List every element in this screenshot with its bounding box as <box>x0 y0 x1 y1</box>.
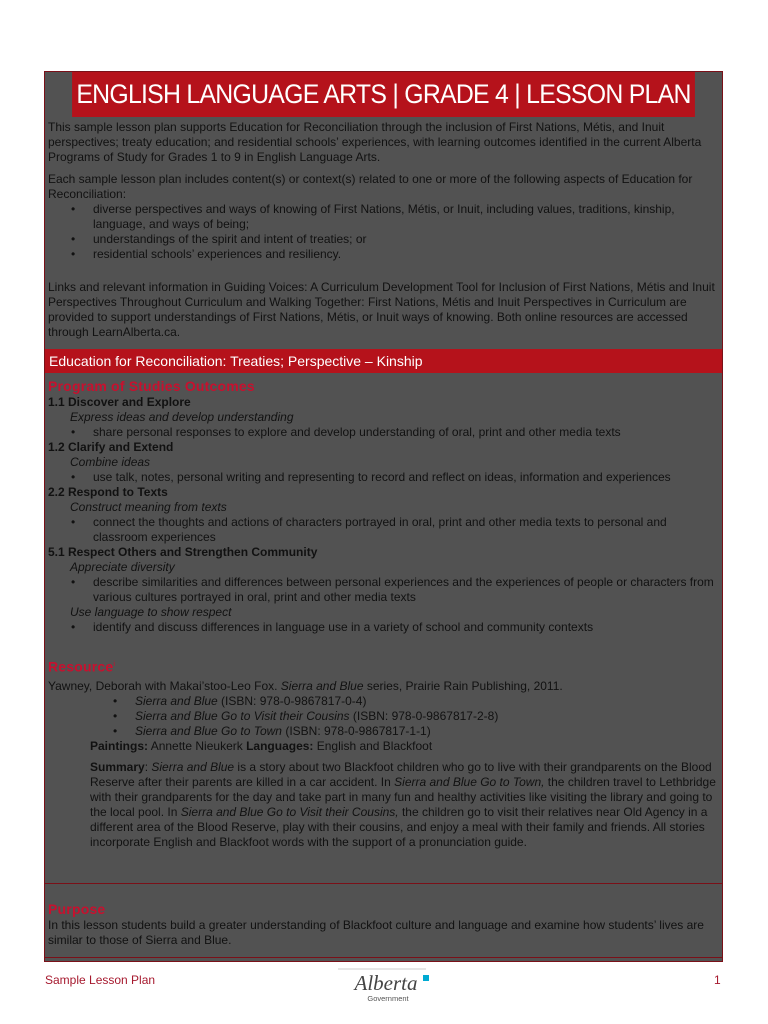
intro-paragraph-3: Links and relevant information in Guiding Voices: A Curriculum Development Tool for Inclusion of First Nations, Métis and Inuit Perspectives Throughout Curriculum and Walking Together: First Nations, Métis and Inuit Perspectives in Curriculum are provided to support understandings of First Nations, Métis, or Inuit ways of knowing. Both online resources are accessed through LearnAlberta.ca. <box>48 280 715 339</box>
list-item: • use talk, notes, personal writing and representing to record and reflect on ideas, information and experiences <box>93 470 716 485</box>
citation-publisher: series, Prairie Rain Publishing, 2011. <box>363 678 563 693</box>
outcome-bullets <box>93 620 716 635</box>
section-divider <box>45 957 722 958</box>
outcome-title: 1.2 Clarify and Extend <box>48 440 174 454</box>
outcome-subtitle: Express ideas and develop understanding <box>70 410 294 424</box>
languages-label: Languages: <box>246 738 314 753</box>
page-footer <box>0 964 768 1024</box>
section-title-bar: Education for Reconciliation: Treaties; Perspective – Kinship <box>45 349 722 373</box>
intro-section <box>48 120 716 347</box>
purpose-section <box>48 900 716 948</box>
citation-author: Yawney, Deborah with Makai’stoo-Leo Fox. <box>48 678 281 693</box>
outcomes-section <box>48 377 716 635</box>
summary-text: the children travel to Lethbridge with their grandparents for the day and take part in many fun and healthy activities like visiting the library and going to the local pool. In <box>90 774 716 819</box>
list-item: • connect the thoughts and actions of characters portrayed in oral, print and other media texts to personal and classroom experiences <box>93 515 716 545</box>
outcome-title: 1.1 Discover and Explore <box>48 395 191 409</box>
resource-footnote-mark: i <box>113 661 116 668</box>
book-title: Sierra and Blue Go to Town <box>135 723 282 738</box>
book-isbn: (ISBN: 978-0-9867817-1-1) <box>281 723 431 738</box>
purpose-heading: Purpose <box>48 901 106 917</box>
list-item: • describe similarities and differences between personal experiences and the experiences of people or characters from various cultures portrayed in oral, print and other media texts <box>93 575 716 605</box>
outcome-subtitle: Use language to show respect <box>70 605 232 619</box>
outcome-bullets <box>93 575 716 605</box>
logo-wordmark: Alberta <box>354 971 418 995</box>
outcome-bullets <box>93 425 716 440</box>
outcomes-heading: Program of Studies Outcomes <box>48 378 255 394</box>
summary-book-title: Sierra and Blue Go to Town, <box>394 774 545 789</box>
outcome-bullets <box>93 470 716 485</box>
outcome-bullets <box>93 515 716 545</box>
paintings-value: Annette Nieukerk <box>148 738 247 753</box>
list-item: • identify and discuss differences in language use in a variety of school and community contexts <box>93 620 716 635</box>
list-item: • diverse perspectives and ways of knowing of First Nations, Métis, or Inuit, including values, traditions, kinship, language, and ways of being; <box>93 202 716 232</box>
book-isbn: (ISBN: 978-0-9867817-0-4) <box>217 693 367 708</box>
paintings-label: Paintings: <box>90 738 149 753</box>
summary-text: the children go to visit their relatives near Old Agency in a different area of the Blood Reserve, play with their cousins, and enjoy a meal with their family and friends. All stories incorporate English and Blackfoot words with the support of a pronunciation guide. <box>90 804 708 849</box>
purpose-text: In this lesson students build a greater understanding of Blackfoot culture and language and examine how students’ lives are similar to those of Sierra and Blue. <box>48 918 704 947</box>
outcome-subtitle: Combine ideas <box>70 455 151 469</box>
alberta-government-logo <box>336 966 436 1006</box>
summary-book-title: Sierra and Blue Go to Visit their Cousins, <box>180 804 399 819</box>
citation-series: Sierra and Blue <box>280 678 364 693</box>
summary-text: : <box>144 759 152 774</box>
resource-section <box>48 656 716 850</box>
resource-book-list <box>135 694 716 739</box>
languages-value: English and Blackfoot <box>313 738 433 753</box>
resource-summary <box>90 760 716 850</box>
resource-citation <box>48 679 716 694</box>
book-title: Sierra and Blue <box>135 693 218 708</box>
summary-book-title: Sierra and Blue <box>151 759 235 774</box>
summary-label: Summary <box>90 759 145 774</box>
resource-credits <box>90 739 716 754</box>
list-item: • understandings of the spirit and intent of treaties; or <box>93 232 716 247</box>
intro-paragraph-1: This sample lesson plan supports Education for Reconciliation through the inclusion of First Nations, Métis, and Inuit perspectives; treaty education; and residential schools’ experiences, with learning outcomes identified in the current Alberta Programs of Study for Grades 1 to 9 in English Language Arts. <box>48 120 702 164</box>
lesson-plan-frame <box>44 71 723 962</box>
outcome-subtitle: Appreciate diversity <box>70 560 175 574</box>
outcome-title: 5.1 Respect Others and Strengthen Community <box>48 545 318 559</box>
list-item: • residential schools’ experiences and resiliency. <box>93 247 716 262</box>
intro-bullet-list <box>93 202 716 262</box>
list-item <box>135 724 716 739</box>
resource-heading-text: Resource <box>48 658 114 675</box>
logo-subtext: Government <box>367 994 409 1003</box>
list-item <box>135 694 716 709</box>
book-title: Sierra and Blue Go to Visit their Cousins <box>135 708 350 723</box>
page-number: 1 <box>714 973 721 987</box>
list-item: • share personal responses to explore and develop understanding of oral, print and other media texts <box>93 425 716 440</box>
outcome-subtitle: Construct meaning from texts <box>70 500 227 514</box>
summary-text: is a story about two Blackfoot children who go to live with their grandparents on the Blood Reserve after their parents are killed in a car accident. In <box>90 759 712 789</box>
resource-heading <box>48 656 716 676</box>
footer-title: Sample Lesson Plan <box>45 973 156 987</box>
section-divider <box>45 883 722 884</box>
book-isbn: (ISBN: 978-0-9867817-2-8) <box>349 708 499 723</box>
intro-paragraph-2: Each sample lesson plan includes content(s) or context(s) related to one or more of the following aspects of Education for Reconciliation: <box>48 172 693 201</box>
list-item <box>135 709 716 724</box>
outcome-title: 2.2 Respond to Texts <box>48 485 168 499</box>
page-title: ENGLISH LANGUAGE ARTS | GRADE 4 | LESSON PLAN <box>72 72 695 117</box>
